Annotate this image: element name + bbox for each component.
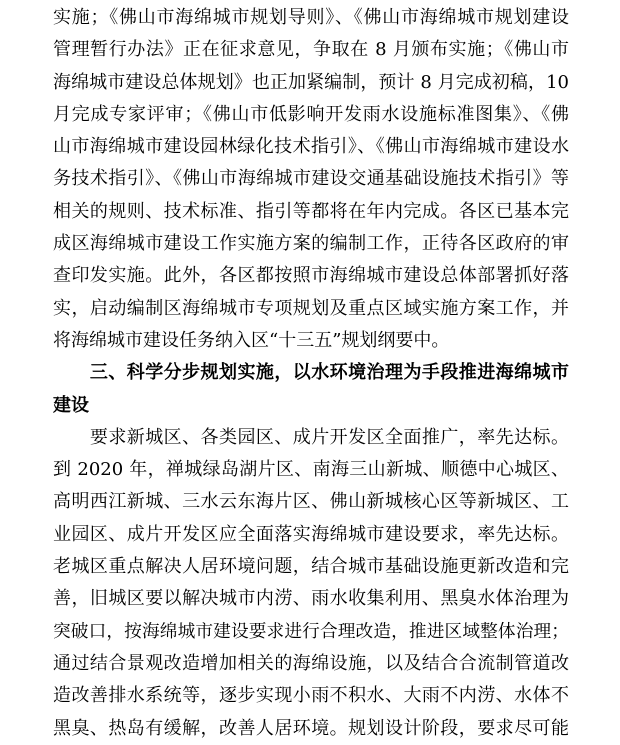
text-line: 要求新城区、各类园区、成片开发区全面推广，率先达标。 [53, 426, 569, 448]
text-line: 实施；《佛山市海绵城市规划导则》、《佛山市海绵城市规划建设 [53, 7, 569, 28]
text-line: 相关的规则、技术标准、指引等都将在年内完成。各区已基本完 [53, 200, 569, 222]
text-line: 实，启动编制区海绵城市专项规划及重点区域实施方案工作，并 [53, 297, 569, 319]
text-line: 造改善排水系统等，逐步实现小雨不积水、大雨不内涝、水体不 [53, 685, 569, 707]
text-line: 月完成专家评审；《佛山市低影响开发雨水设施标准图集》、《佛 [53, 103, 569, 125]
text-line: 务技术指引》、《佛山市海绵城市建设交通基础设施技术指引》等 [53, 168, 569, 190]
text-line: 高明西江新城、三水云东海片区、佛山新城核心区等新城区、工 [53, 491, 569, 513]
text-line: 突破口，按海绵城市建设要求进行合理改造，推进区域整体治理； [53, 621, 569, 642]
text-line: 到 2020 年，禅城绿岛湖片区、南海三山新城、顺德中心城区、 [53, 459, 569, 481]
text-line: 山市海绵城市建设园林绿化技术指引》、《佛山市海绵城市建设水 [53, 136, 569, 158]
paragraph-new-districts [53, 422, 569, 745]
text-line: 成区海绵城市建设工作实施方案的编制工作，正待各区政府的审 [53, 233, 569, 255]
paragraph-policy-progress [53, 2, 569, 357]
text-line: 通过结合景观改造增加相关的海绵设施，以及结合合流制管道改 [53, 652, 569, 674]
text-line: 海绵城市建设总体规划》也正加紧编制，预计 8 月完成初稿，10 [53, 71, 569, 93]
heading-line: 建设 [53, 394, 89, 416]
text-line: 黑臭、热岛有缓解，改善人居环境。规划设计阶段，要求尽可能 [53, 717, 569, 739]
text-line: 业园区、成片开发区应全面落实海绵城市建设要求，率先达标。 [53, 523, 569, 545]
document-page [53, 2, 569, 745]
text-line: 老城区重点解决人居环境问题，结合城市基础设施更新改造和完 [53, 556, 569, 578]
text-line: 善，旧城区要以解决城市内涝、雨水收集利用、黑臭水体治理为 [53, 588, 569, 610]
section-heading-3 [53, 357, 569, 422]
text-line: 查印发实施。此外，各区都按照市海绵城市建设总体部署抓好落 [53, 265, 569, 287]
text-line: 管理暂行办法》正在征求意见，争取在 8 月颁布实施；《佛山市 [53, 39, 569, 61]
text-line: 将海绵城市建设任务纳入区“十三五”规划纲要中。 [53, 329, 450, 351]
heading-line: 三、科学分步规划实施，以水环境治理为手段推进海绵城市 [53, 362, 569, 384]
